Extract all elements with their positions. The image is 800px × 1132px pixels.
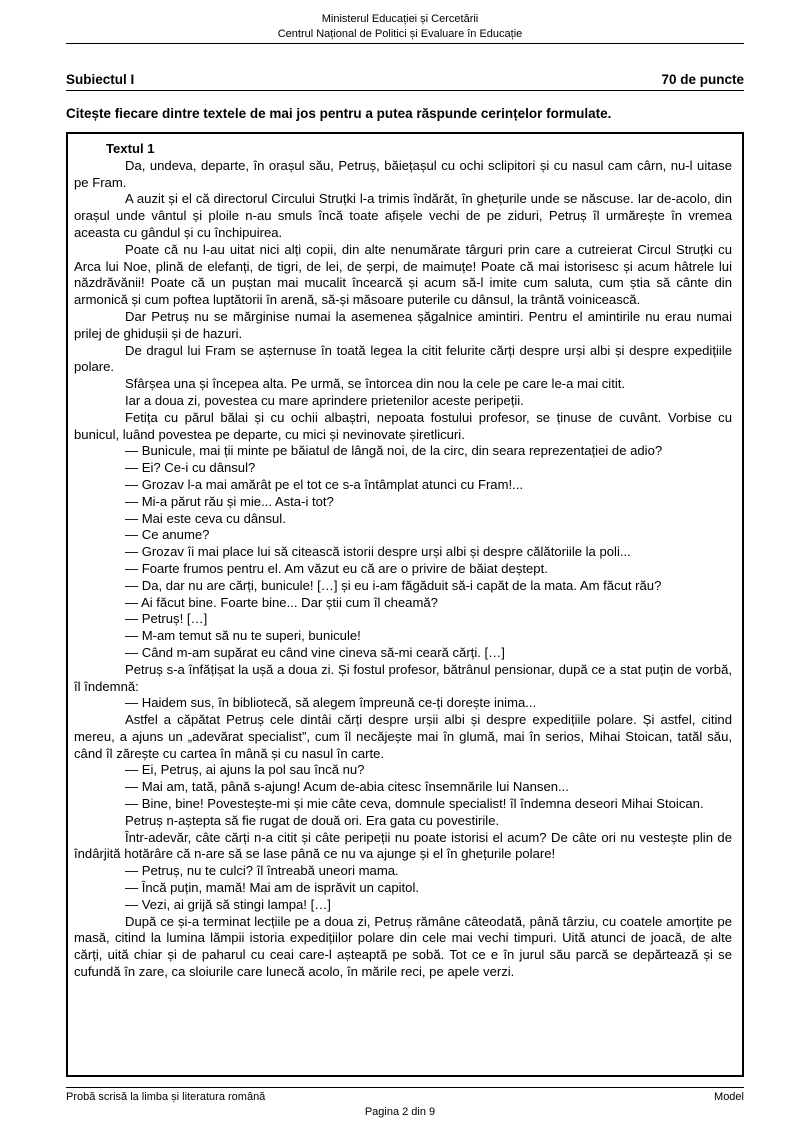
dialog-line: — Grozav îi mai place lui să citească istorii despre urși albi și despre călătoriile la poli...: [125, 544, 631, 560]
instruction: Citește fiecare dintre textele de mai jos pentru a putea răspunde cerințelor formulate.: [66, 106, 612, 121]
paragraph: Dar Petruș nu se mărginise numai la asemenea șăgalnice amintiri. Pentru el amintirile nu erau numai prilej de ghidușii și de hazuri.: [74, 308, 732, 341]
subject-row: [66, 72, 744, 91]
paragraph: Astfel a căpătat Petruș cele dintâi cărți despre urșii albi și despre expedițiile polare. Și astfel, citind mereu, a ajuns un „adevărat specialist”, cum îl necăjește mai în glumă, mai în serios, Mihai Stoican, tatăl său, când îl zărește cu cartea în mână și cu nasul în carte.: [74, 712, 732, 761]
dialog-line: — Da, dar nu are cărți, bunicule! […] și eu i-am făgăduit să-i capăt de la mata. Am făcut rău?: [125, 577, 662, 593]
header-ministry: Ministerul Educației și Cercetării: [321, 13, 479, 25]
dialog-line: — Mi-a părut rău și mie... Asta-i tot?: [125, 493, 334, 509]
dialog-line: — Ei, Petruș, ai ajuns la pol sau încă nu?: [125, 762, 365, 778]
dialog-line: — Grozav l-a mai amărât pe el tot ce s-a întâmplat atunci cu Fram!...: [125, 476, 524, 492]
footer-divider: [66, 1087, 744, 1088]
dialog-line: — Mai este ceva cu dânsul.: [125, 510, 286, 526]
dialog-line: — Petruș! […]: [125, 611, 208, 627]
paragraph: Da, undeva, departe, în orașul său, Petruș, băiețașul cu ochi sclipitori și cu nasul cam cârn, nu-l uitase pe Fram.: [74, 157, 732, 190]
text-box: [66, 132, 744, 1077]
footer-model: Model: [714, 1091, 744, 1103]
paragraph: De dragul lui Fram se așternuse în toată legea la citit felurite cărți despre urși albi și despre expedițiile polare.: [74, 342, 732, 375]
dialog-line: — Foarte frumos pentru el. Am văzut eu că are o privire de băiat deștept.: [125, 560, 548, 576]
paragraph: Iar a doua zi, povestea cu mare aprindere prietenilor aceste peripeții.: [125, 392, 524, 408]
dialog-line: — Bine, bine! Povestește-mi și mie câte ceva, domnule specialist! îl îndemna deseori Mihai Stoican.: [125, 796, 704, 812]
dialog-line: — Ei? Ce-i cu dânsul?: [125, 460, 256, 476]
text-title: Textul 1: [106, 141, 155, 156]
paragraph: A auzit și el că directorul Circului Struțki l-a trimis îndărăt, în ghețurile unde se născuse. Iar de-acolo, din orașul unde vântul și ploile n-au smuls încă toate afișele vechi de pe ziduri, Petruș îl urmărește în vremea aceasta cu gândul și cu închipuirea.: [74, 191, 732, 240]
dialog-line: — Vezi, ai grijă să stingi lampa! […]: [125, 896, 331, 912]
paragraph: După ce și-a terminat lecțiile pe a doua zi, Petruș rămâne câteodată, până târziu, cu coatele amorțite pe masă, citind la lumina lămpii istoria expedițiilor polare din cele mai vechi timpuri. Uită atunci de joacă, de alte cărți, uită chiar și de paharul cu ceai care-l așteaptă pe sobă. Tot ce e în jurul său parcă se depărtează și se cufundă în zare, ca sloiurile care lunecă acolo, în mările reci, pe apele verzi.: [74, 913, 732, 980]
dialog-line: — Când m-am supărat eu când vine cineva să-mi ceară cărți. […]: [125, 644, 505, 660]
paragraph: Petruș n-aștepta să fie rugat de două ori. Era gata cu povestirile.: [125, 812, 500, 828]
paragraph: Poate că nu l-au uitat nici alți copii, din alte nenumărate târguri prin care a cutreierat Circul Struțki cu Arca lui Noe, plină de elefanți, de tigri, de lei, de șerpi, de maimuțe! Poate că mai istorisesc și acum hâtrele lui năzdrăvănii! Poate că un puștan mai mucalit încearcă și acum să-l imite cum saluta, cum știa să cânte din armonică și cum poftea luptătorii în arenă, să-și măsoare puterile cu dânsul, la trântă voinicească.: [74, 241, 732, 308]
dialog-line: — Ce anume?: [125, 527, 210, 543]
page-number: Pagina 2 din 9: [364, 1106, 436, 1118]
subject-label: Subiectul I: [66, 72, 135, 87]
paragraph: Petruș s-a înfățișat la ușă a doua zi. Și fostul profesor, bătrânul pensionar, după ce a stat puțin de vorbă, îl îndemnă:: [74, 661, 732, 694]
footer-exam-name: Probă scrisă la limba și literatura română: [66, 1091, 266, 1103]
paragraph: Fetița cu părul bălai și cu ochii albaștri, nepoata fostului profesor, se ținuse de cuvânt. Vorbise cu bunicul, luând povestea pe departe, cu mici și nevinovate șiretlicuri.: [74, 409, 732, 442]
text-content: [74, 141, 732, 981]
dialog-line: — Haidem sus, în bibliotecă, să alegem împreună ce-ți dorește inima...: [125, 695, 537, 711]
paragraph: Sfârșea una și începea alta. Pe urmă, se întorcea din nou la cele pe care le-a mai citit.: [125, 376, 626, 392]
dialog-line: — Încă puțin, mamă! Mai am de isprăvit un capitol.: [125, 880, 420, 896]
subject-points: 70 de puncte: [661, 72, 744, 87]
dialog-line: — Petruș, nu te culci? îl întreabă uneori mama.: [125, 863, 399, 879]
page-header: [0, 12, 800, 42]
header-divider: [66, 43, 744, 44]
dialog-line: — Bunicule, mai ții minte pe băiatul de lângă noi, de la circ, din seara reprezentației de adio?: [125, 443, 663, 459]
dialog-line: — M-am temut să nu te superi, bunicule!: [125, 628, 361, 644]
dialog-line: — Ai făcut bine. Foarte bine... Dar știi cum îl cheamă?: [125, 594, 438, 610]
header-center: Centrul Național de Politici și Evaluare în Educație: [277, 28, 523, 40]
paragraph: Într-adevăr, câte cărți n-a citit și câte peripeții nu poate istorisi el acum? De câte ori nu vestește plin de îndârjită hotărâre că n-are să se lase până ce nu va ajunge și el în ghețurile polare!: [74, 829, 732, 862]
dialog-line: — Mai am, tată, până s-ajung! Acum de-abia citesc însemnările lui Nansen...: [125, 779, 569, 795]
